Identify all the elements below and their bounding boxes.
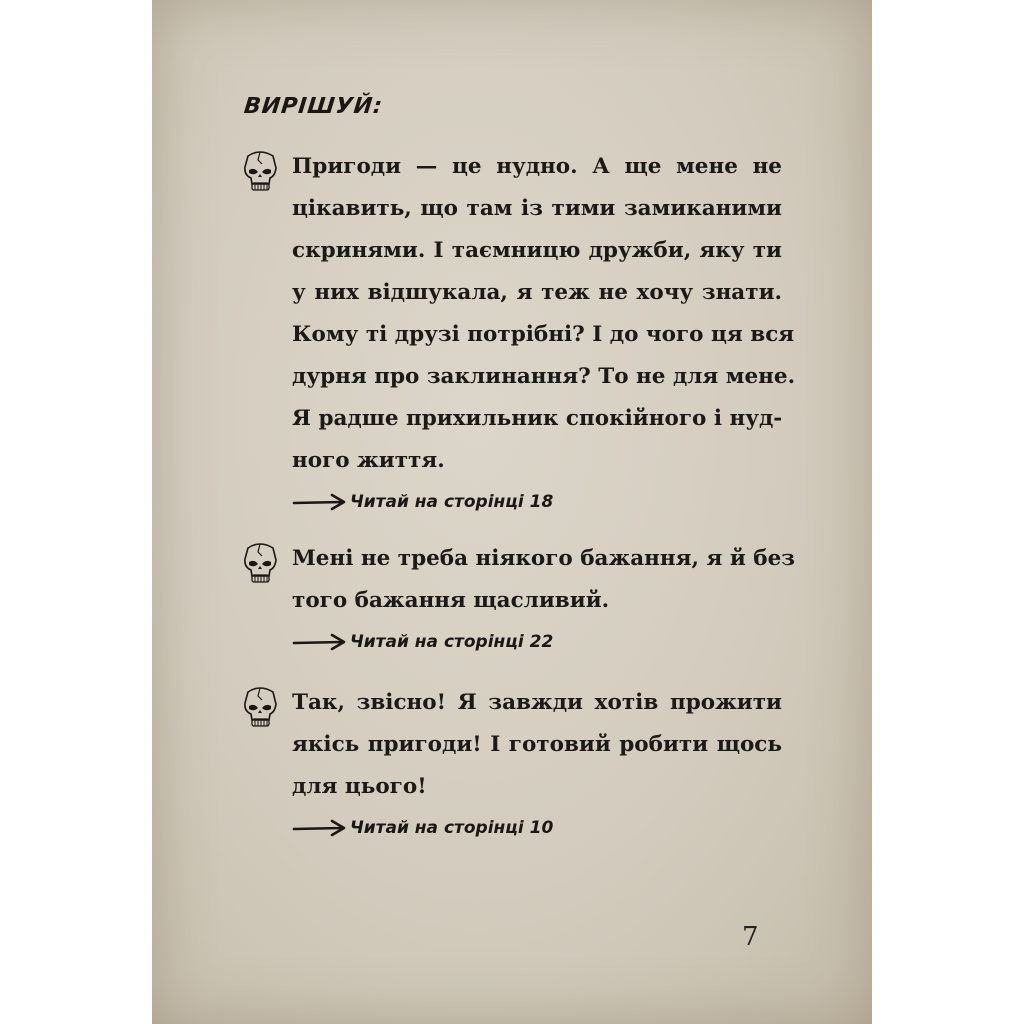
- text-line: Кому ті друзі потрібні? І до чого ця вся: [292, 322, 795, 347]
- arrow-right-icon: [292, 632, 350, 652]
- text-line: у них відшукала, я теж не хочу знати.: [292, 280, 782, 305]
- arrow-right-icon: [292, 818, 350, 838]
- book-page: [152, 0, 872, 1024]
- heading: ВИРІШУЙ:: [242, 94, 385, 119]
- text-line: скринями. І таємницю дружби, яку ти: [292, 238, 782, 263]
- text-line: для цього!: [292, 774, 427, 799]
- text-line: Так, звісно! Я завжди хотів прожити: [292, 690, 782, 715]
- arrow-right-icon: [292, 492, 350, 512]
- option-text: [292, 538, 795, 662]
- go-to-page-link[interactable]: [292, 808, 782, 848]
- link-label: Читай на сторінці 18: [350, 492, 554, 512]
- option-text: [292, 146, 796, 522]
- text-line: цікавить, що там із тими замиканими: [292, 196, 782, 221]
- link-label: Читай на сторінці 10: [350, 818, 554, 838]
- text-line: Я радше прихильник спокійного і нуд-: [292, 406, 783, 431]
- text-line: дурня про заклинання? То не для мене.: [292, 364, 796, 389]
- text-line: того бажання щасливий.: [292, 588, 610, 613]
- skull-icon: [240, 150, 280, 194]
- text-line: ного життя.: [292, 448, 445, 473]
- go-to-page-link[interactable]: [292, 622, 782, 662]
- go-to-page-link[interactable]: [292, 482, 782, 522]
- text-line: Пригоди — це нудно. А ще мене не: [292, 154, 782, 179]
- text-line: Мені не треба ніякого бажання, я й без: [292, 546, 795, 571]
- option-text: [292, 682, 782, 848]
- skull-icon: [240, 686, 280, 730]
- link-label: Читай на сторінці 22: [350, 632, 554, 652]
- text-line: якісь пригоди! І готовий робити щось: [292, 732, 782, 757]
- skull-icon: [240, 542, 280, 586]
- page-number: 7: [742, 922, 759, 952]
